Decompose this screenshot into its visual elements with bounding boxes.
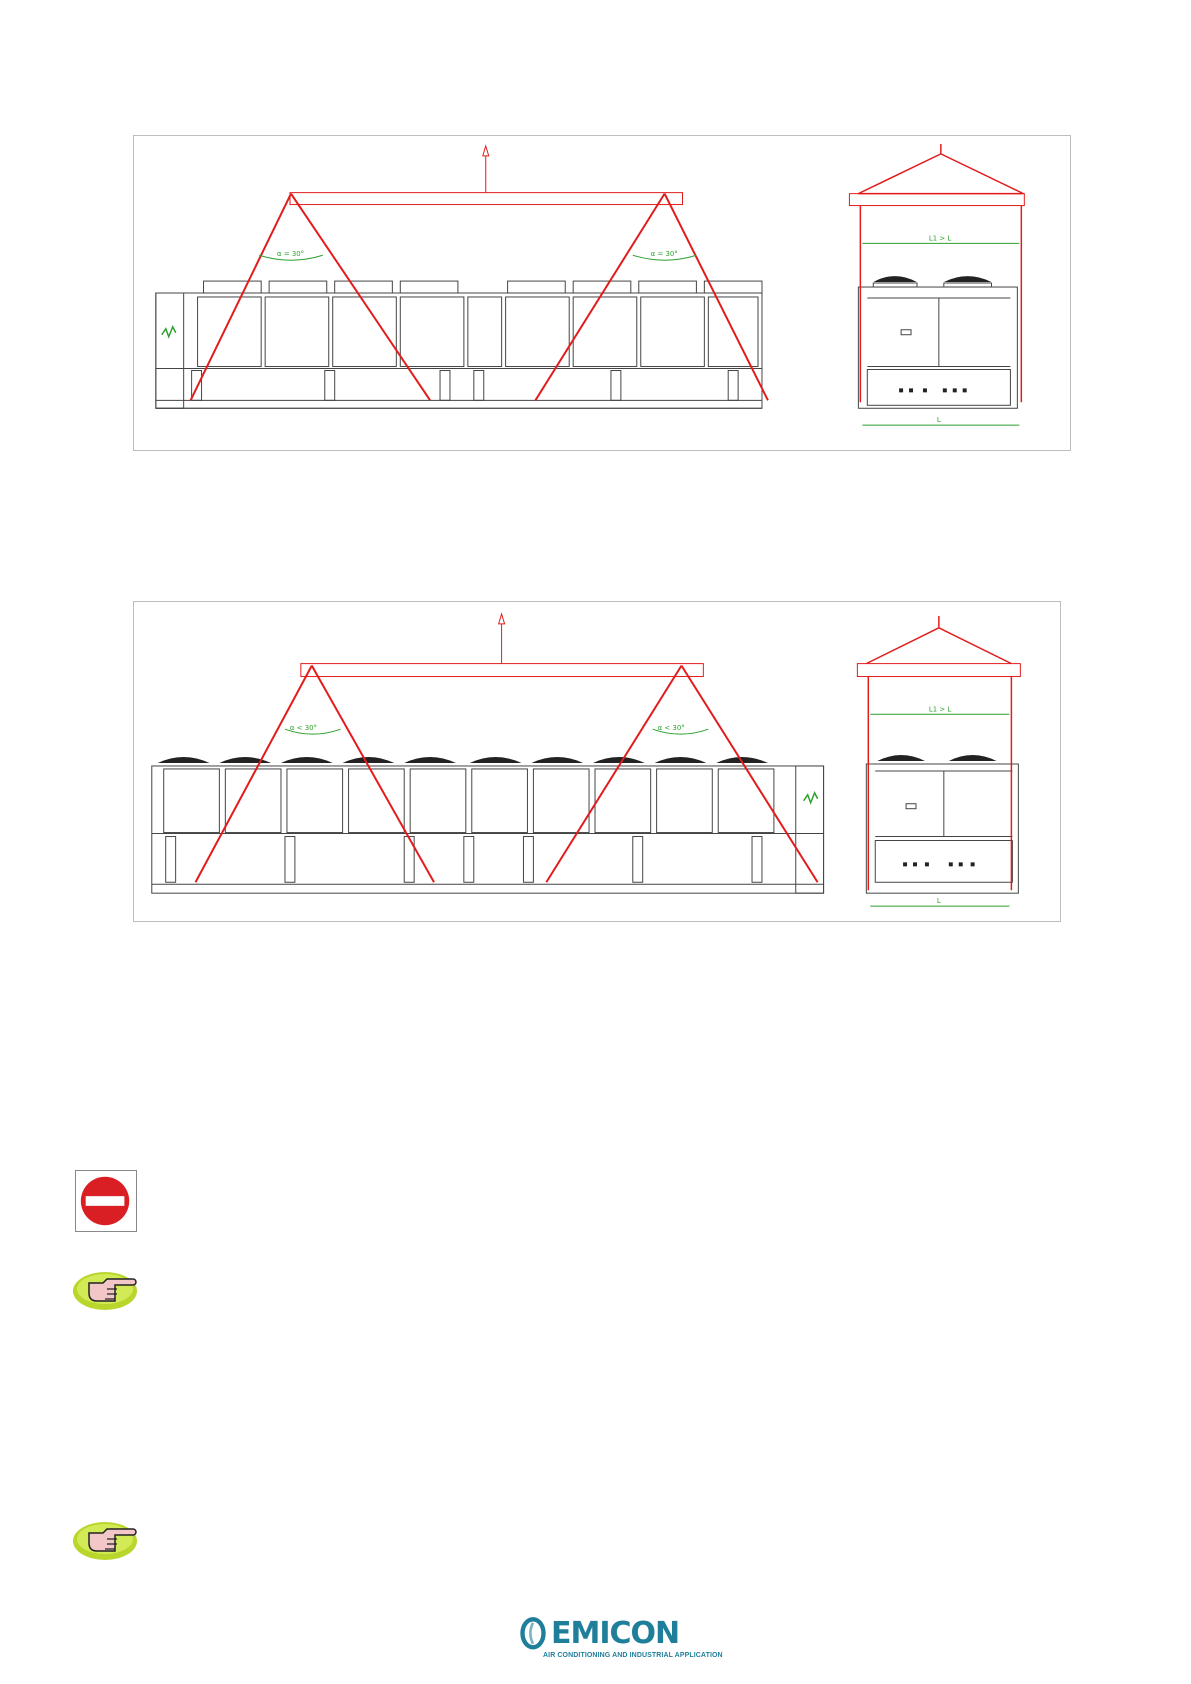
unit-end-view — [866, 764, 1018, 893]
brand-mark-icon — [804, 793, 818, 803]
width-label: L1 > L — [928, 234, 952, 243]
angle-label-left: α < 30° — [289, 724, 318, 733]
angle-label-right: α = 30° — [650, 250, 678, 259]
pointing-hand-icon — [71, 1515, 143, 1563]
lifting-drawing-2 — [134, 602, 1060, 921]
logo-tagline: AIR CONDITIONING AND INDUSTRIAL APPLICATION — [543, 1652, 723, 1659]
lifting-diagram-2 — [133, 601, 1061, 922]
emicon-logo — [517, 1616, 723, 1669]
unit-side-view — [156, 281, 762, 408]
lifting-drawing-1 — [134, 136, 1070, 450]
end-view-slings — [849, 144, 1024, 402]
lifting-diagram-1 — [133, 135, 1071, 451]
no-entry-icon — [75, 1170, 137, 1232]
end-view-slings — [857, 616, 1020, 890]
angle-label-right: α < 30° — [657, 724, 685, 733]
unit-end-view — [858, 283, 1017, 408]
logo-mark-icon — [519, 1617, 547, 1653]
base-label: L — [936, 897, 941, 906]
fan-tops — [158, 757, 768, 763]
pointing-hand-icon — [71, 1265, 143, 1313]
lifting-slings — [191, 146, 768, 400]
base-label: L — [936, 416, 941, 425]
width-label: L1 > L — [928, 705, 952, 714]
angle-label-left: α = 30° — [277, 250, 305, 259]
logo-wordmark: EMICON — [551, 1616, 680, 1651]
brand-mark-icon — [162, 327, 176, 337]
unit-side-view — [152, 766, 824, 893]
lifting-slings — [196, 614, 818, 882]
